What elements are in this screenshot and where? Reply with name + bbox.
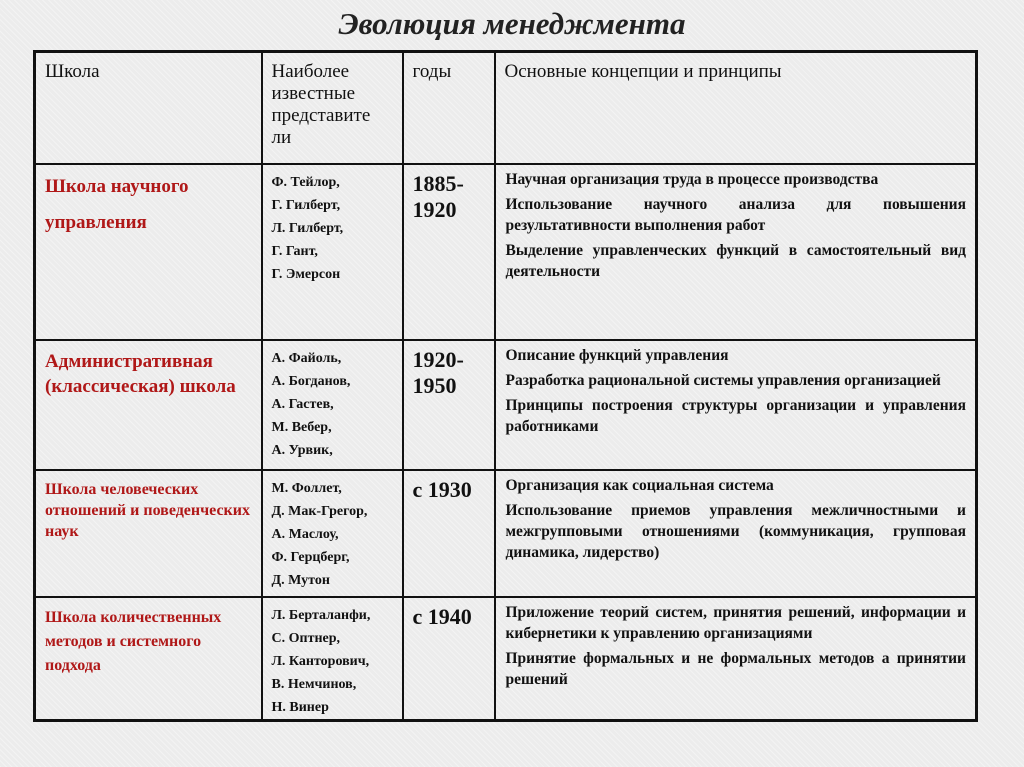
school-name: Школа количественных методов и системного подхода	[35, 597, 262, 721]
representative: С. Оптнер,	[271, 630, 341, 646]
years-cell: 1885-1920	[403, 164, 495, 340]
years-cell: с 1940	[403, 597, 495, 721]
representative: М. Фоллет,	[271, 480, 342, 496]
concepts-cell	[495, 597, 977, 721]
concept-item: Научная организация труда в процессе производства	[505, 170, 879, 188]
concept-item: Принципы построения структуры организации и управления работниками	[505, 396, 966, 435]
representative: Г. Эмерсон	[271, 266, 341, 282]
representative: А. Богданов,	[271, 373, 351, 389]
representatives-cell	[262, 470, 403, 597]
years-cell: с 1930	[403, 470, 495, 597]
representative: А. Маслоу,	[271, 526, 339, 542]
concepts-cell	[495, 164, 977, 340]
representative: В. Немчинов,	[271, 676, 357, 692]
concept-item: Описание функций управления	[505, 346, 729, 364]
school-name: Школа человеческих отношений и поведенческих наук	[35, 470, 262, 597]
table-row	[35, 597, 977, 721]
header-representatives: Наиболее известные представите ли	[262, 52, 403, 164]
concept-item: Приложение теорий систем, принятия решений, информации и кибернетики к управлению организациями	[505, 603, 966, 642]
representative: А. Файоль,	[271, 350, 342, 366]
concept-item: Принятие формальных и не формальных методов а принятии решений	[505, 649, 966, 688]
concept-item: Выделение управленческих функций в самостоятельный вид деятельности	[505, 241, 966, 280]
table-row	[35, 340, 977, 470]
concepts-cell	[495, 340, 977, 470]
concept-item: Использование приемов управления межличностными и межгрупповыми отношениями (коммуникация, групповая динамика, лидерство)	[505, 501, 966, 561]
representative: Л. Гилберт,	[271, 220, 344, 236]
header-row	[35, 52, 977, 164]
representative: Ф. Тейлор,	[271, 174, 340, 190]
representative: А. Гастев,	[271, 396, 334, 412]
representatives-cell	[262, 597, 403, 721]
representative: М. Вебер,	[271, 419, 332, 435]
representative: Г. Гилберт,	[271, 197, 341, 213]
table-row	[35, 164, 977, 340]
header-concepts: Основные концепции и принципы	[495, 52, 977, 164]
header-school: Школа	[35, 52, 262, 164]
representative: Д. Мак-Грегор,	[271, 503, 368, 519]
representative: Ф. Герцберг,	[271, 549, 350, 565]
school-name: Школа научного управления	[35, 164, 262, 340]
page-title: Эволюция менеджмента	[338, 6, 686, 41]
representatives-cell	[262, 164, 403, 340]
concept-item: Организация как социальная система	[505, 476, 774, 494]
concept-item: Использование научного анализа для повышения результативности выполнения работ	[505, 195, 966, 234]
concept-item: Разработка рациональной системы управления организацией	[505, 371, 941, 389]
representative: Н. Винер	[271, 699, 329, 715]
evolution-table	[33, 50, 978, 722]
header-years: годы	[403, 52, 495, 164]
representative: Д. Мутон	[271, 572, 330, 588]
representative: Л. Канторович,	[271, 653, 370, 669]
years-cell: 1920-1950	[403, 340, 495, 470]
representative: А. Урвик,	[271, 442, 333, 458]
concepts-cell	[495, 470, 977, 597]
representative: Г. Гант,	[271, 243, 318, 259]
representatives-cell	[262, 340, 403, 470]
school-name: Административная (классическая) школа	[35, 340, 262, 470]
table-row	[35, 470, 977, 597]
representative: Л. Берталанфи,	[271, 607, 371, 623]
